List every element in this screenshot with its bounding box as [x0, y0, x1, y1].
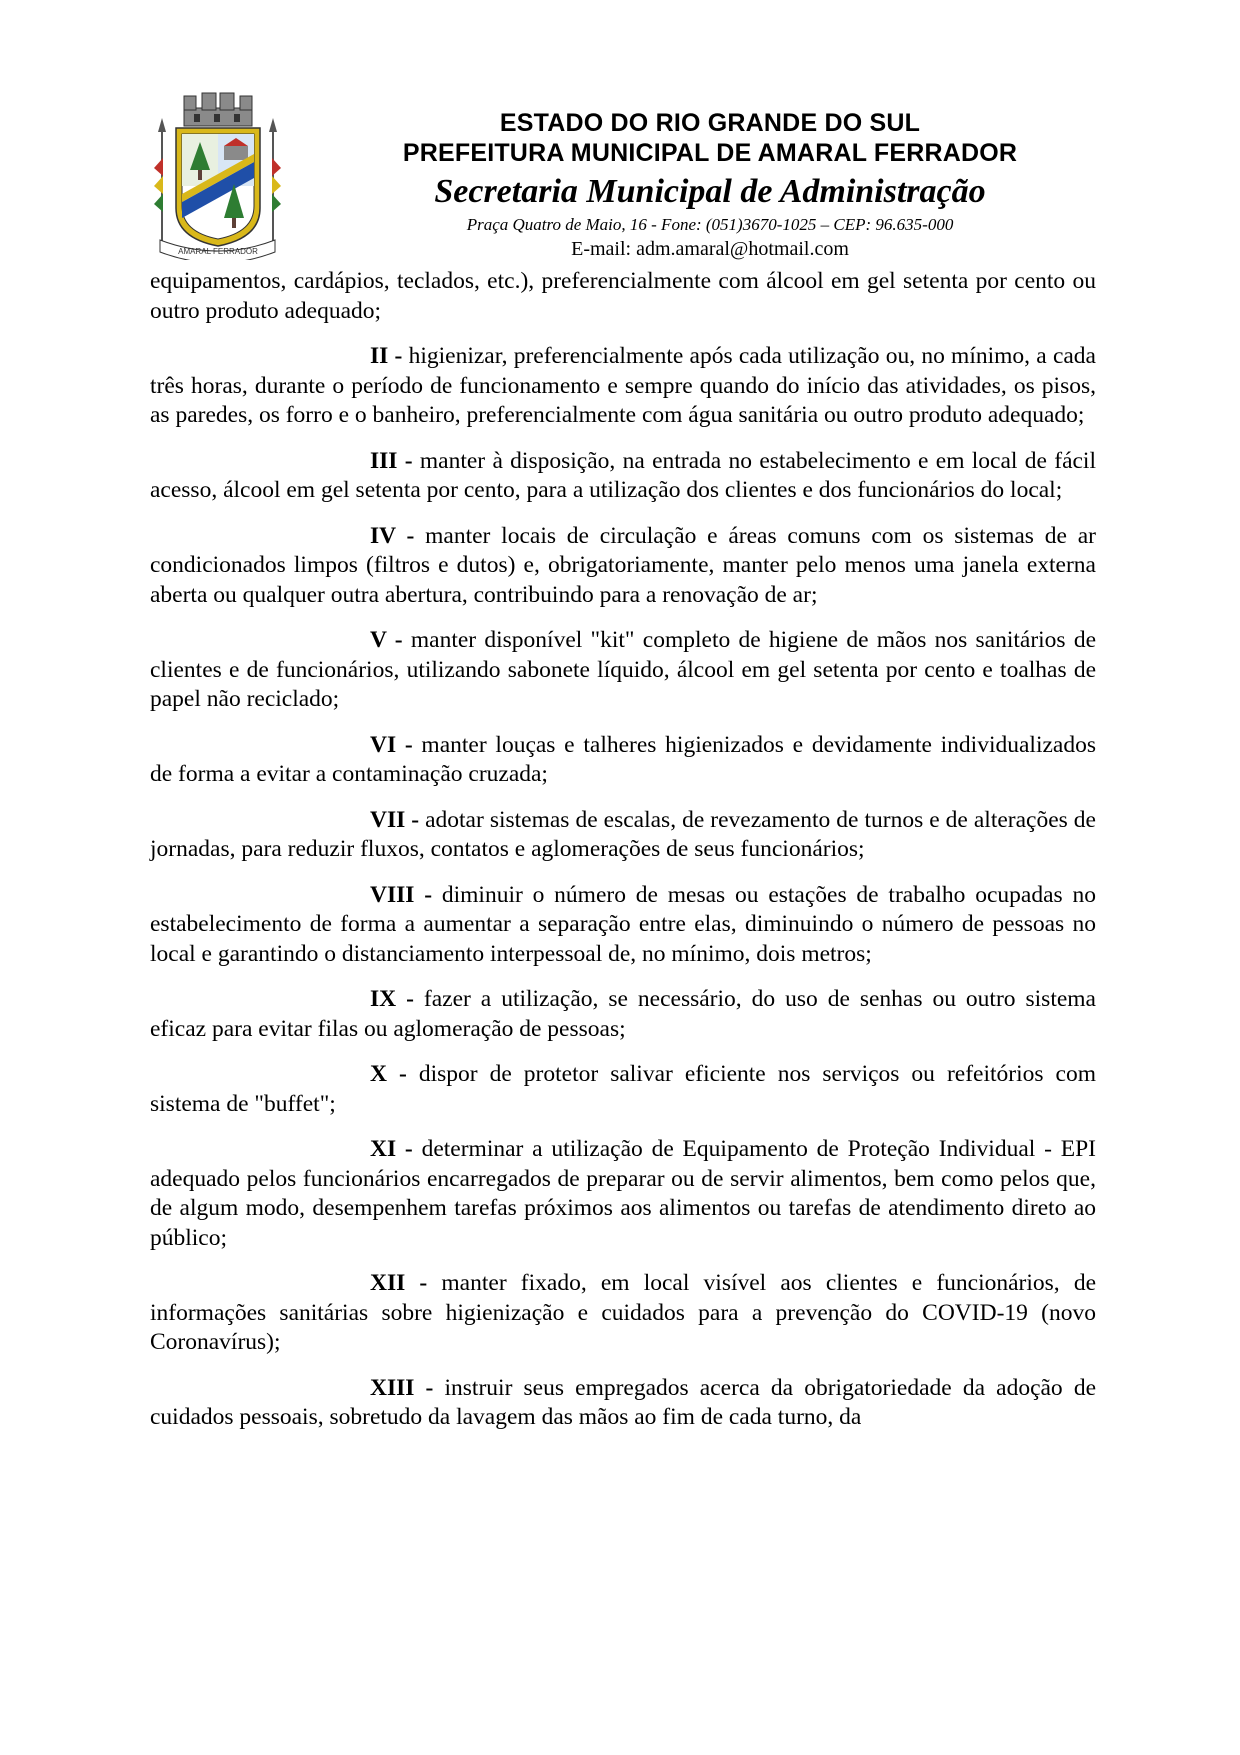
item-paragraph — [150, 731, 1096, 790]
item-text: manter louças e talheres higienizados e devidamente individualizados de forma a evitar a contaminação cruzada; — [150, 731, 1096, 787]
item-paragraph — [150, 985, 1096, 1044]
item-number: II - — [370, 343, 403, 369]
item-text: fazer a utilização, se necessário, do uso de senhas ou outro sistema eficaz para evitar filas ou aglomeração de pessoas; — [150, 986, 1096, 1042]
item-text: determinar a utilização de Equipamento de Proteção Individual - EPI adequado pelos funcionários encarregados de preparar ou de servir alimentos, bem como pelos que, de algum modo, desempenhem tarefas próximos aos alimentos ou tarefas de atendimento direto ao público; — [150, 1136, 1096, 1251]
state-name: ESTADO DO RIO GRANDE DO SUL — [499, 109, 921, 137]
item-number: X - — [370, 1061, 407, 1087]
item-number: XII - — [370, 1270, 428, 1296]
item-text: instruir seus empregados acerca da obrigatoriedade da adoção de cuidados pessoais, sobretudo da lavagem das mãos ao fim de cada turno, da — [150, 1374, 1097, 1430]
item-text: manter à disposição, na entrada no estabelecimento e em local de fácil acesso, álcool em gel setenta por cento, para a utilização dos clientes e dos funcionários do local; — [150, 447, 1096, 503]
item-text: dispor de protetor salivar eficiente nos serviços ou refeitórios com sistema de "buffet"; — [150, 1061, 1096, 1117]
item-number: VII - — [370, 806, 420, 833]
item-text: diminuir o número de mesas ou estações de trabalho ocupadas no estabelecimento de forma a aumentar a separação entre elas, diminuindo o número de pessoas no local e garantindo o distanciamento interpessoal de, no mínimo, dois metros; — [150, 881, 1096, 967]
item-text: higienizar, preferencialmente após cada utilização ou, no mínimo, a cada três horas, durante o período de funcionamento e sempre quando do início das atividades, os pisos, as paredes, os forro e o banheiro, preferencialmente com água sanitária ou outro produto adequado; — [150, 343, 1096, 428]
item-paragraph — [150, 447, 1096, 506]
item-paragraph — [150, 1135, 1096, 1253]
item-number: XI - — [370, 1136, 413, 1162]
item-text: manter fixado, em local visível aos clientes e funcionários, de informações sanitárias sobre higienização e cuidados para a prevenção do COVID-19 (novo Coronavírus); — [150, 1270, 1097, 1355]
item-text: manter disponível "kit" completo de higiene de mãos nos sanitários de clientes e de funcionários, utilizando sabonete líquido, álcool em gel setenta por cento e toalhas de papel não reciclado; — [150, 627, 1096, 712]
item-paragraph — [150, 342, 1096, 431]
item-number: VI - — [370, 731, 413, 758]
item-paragraph — [150, 1269, 1096, 1358]
item-text: adotar sistemas de escalas, de revezamento de turnos e de alterações de jornadas, para reduzir fluxos, contatos e aglomerações de seus funcionários; — [150, 806, 1096, 862]
letterhead — [340, 108, 1080, 262]
item-number: III - — [370, 447, 413, 474]
item-paragraph — [150, 1374, 1096, 1433]
email-line: E-mail: adm.amaral@hotmail.com — [571, 238, 849, 260]
item-paragraph — [150, 881, 1096, 970]
address-line: Praça Quatro de Maio, 16 - Fone: (051)3670-1025 – CEP: 96.635-000 — [466, 215, 954, 234]
continuation-paragraph: equipamentos, cardápios, teclados, etc.), preferencialmente com álcool em gel setenta por cento ou outro produto adequado; — [150, 268, 1096, 324]
item-number: V - — [370, 627, 403, 653]
item-paragraph — [150, 806, 1096, 865]
item-paragraph — [150, 626, 1096, 715]
municipality-name: PREFEITURA MUNICIPAL DE AMARAL FERRADOR — [402, 139, 1018, 167]
department-name: Secretaria Municipal de Administração — [434, 173, 986, 210]
item-number: VIII - — [370, 881, 433, 908]
document-body — [150, 267, 1096, 1449]
item-paragraph — [150, 1060, 1096, 1119]
item-text: manter locais de circulação e áreas comuns com os sistemas de ar condicionados limpos (filtros e dutos) e, obrigatoriamente, manter pelo menos uma janela externa aberta ou qualquer outra abertura, contribuindo para a renovação de ar; — [150, 522, 1096, 608]
crest-banner-text: AMARAL FERRADOR — [178, 247, 258, 256]
item-number: XIII - — [370, 1374, 434, 1401]
item-paragraph — [150, 522, 1096, 611]
item-number: IV - — [370, 522, 415, 549]
municipal-crest-logo — [150, 90, 285, 260]
item-number: IX - — [370, 986, 414, 1012]
